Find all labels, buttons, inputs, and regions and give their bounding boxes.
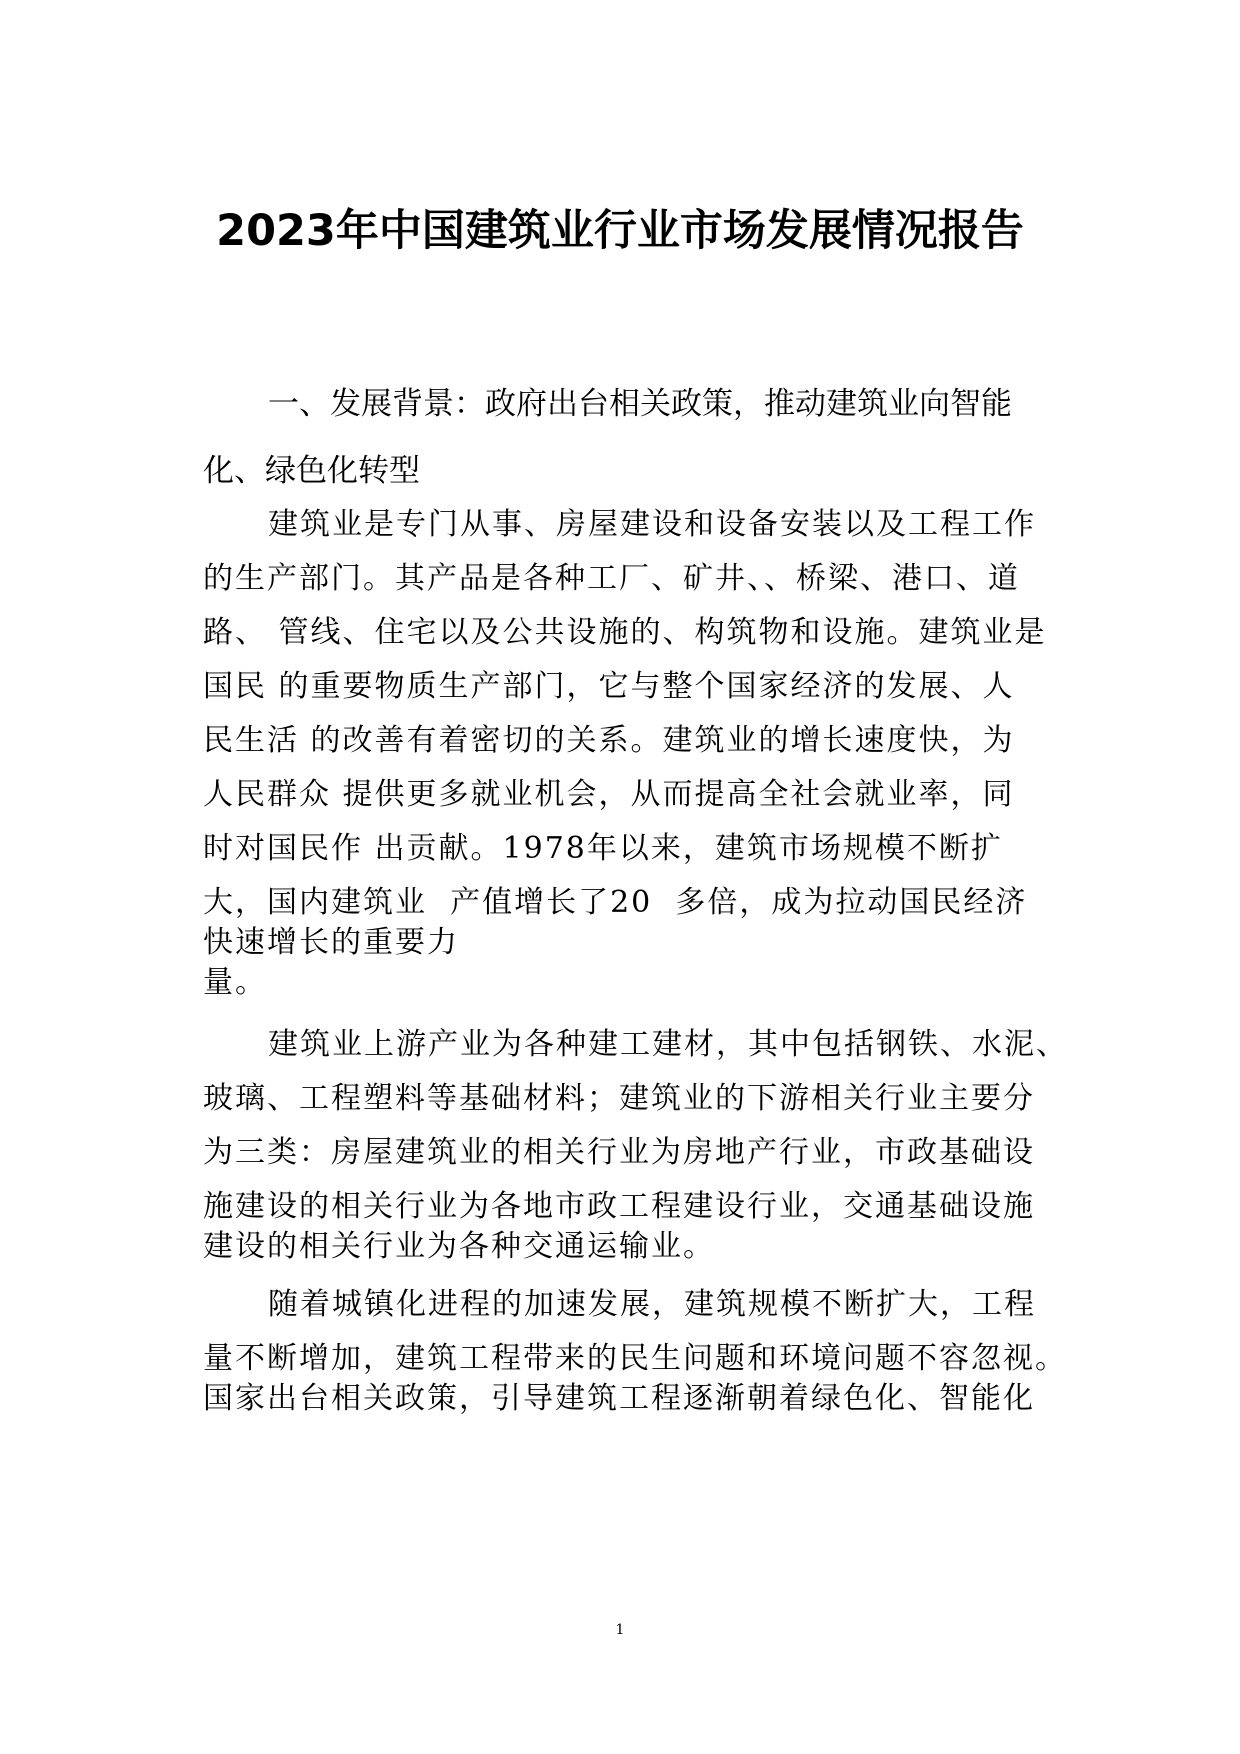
- paragraph-2-line-3: 为三类：房屋建筑业的相关行业为房地产行业，市政基础设: [203, 1135, 1035, 1170]
- section-heading-line-2: 化、绿色化转型: [203, 453, 420, 489]
- paragraph-1-line-9: 快速增长的重要力: [203, 925, 459, 960]
- paragraph-3-line-3: 国家出台相关政策，引导建筑工程逐渐朝着绿色化、智能化: [203, 1381, 1035, 1416]
- paragraph-1-line-10: 量。: [203, 965, 267, 1000]
- document-title: 2023年中国建筑业行业市场发展情况报告: [216, 206, 1024, 256]
- paragraph-1-line-1: 建筑业是专门从事、房屋建设和设备安装以及工程工作: [268, 507, 1036, 542]
- paragraph-2-line-2: 玻璃、工程塑料等基础材料；建筑业的下游相关行业主要分: [203, 1081, 1035, 1116]
- paragraph-2-line-1: 建筑业上游产业为各种建工建材，其中包括钢铁、水泥、: [268, 1027, 1068, 1062]
- paragraph-1-line-6: 人民群众 提供更多就业机会，从而提高全社会就业率，同: [203, 777, 1015, 812]
- paragraph-1-line-5: 民生活 的改善有着密切的关系。建筑业的增长速度快，为: [203, 723, 1015, 758]
- paragraph-1-line-3: 路、 管线、住宅以及公共设施的、构筑物和设施。建筑业是: [203, 615, 1047, 650]
- paragraph-2-line-4: 施建设的相关行业为各地市政工程建设行业，交通基础设施: [203, 1189, 1035, 1224]
- page-number: 1: [615, 1622, 625, 1638]
- paragraph-1-line-8: 大，国内建筑业 产值增长了20 多倍，成为拉动国民经济: [203, 885, 1028, 920]
- paragraph-3-line-1: 随着城镇化进程的加速发展，建筑规模不断扩大，工程: [268, 1287, 1036, 1322]
- paragraph-1-line-7: 时对国民作 出贡献。1978年以来，建筑市场规模不断扩: [203, 831, 1003, 866]
- section-heading-line-1: 一、发展背景：政府出台相关政策，推动建筑业向智能: [268, 386, 1012, 422]
- paragraph-1-line-4: 国民 的重要物质生产部门，它与整个国家经济的发展、人: [203, 669, 1015, 704]
- paragraph-3-line-2: 量不断增加，建筑工程带来的民生问题和环境问题不容忽视。: [203, 1341, 1067, 1376]
- paragraph-2-line-5: 建设的相关行业为各种交通运输业。: [203, 1229, 715, 1264]
- paragraph-1-line-2: 的生产部门。其产品是各种工厂、矿井、、桥梁、港口、道: [203, 561, 1020, 596]
